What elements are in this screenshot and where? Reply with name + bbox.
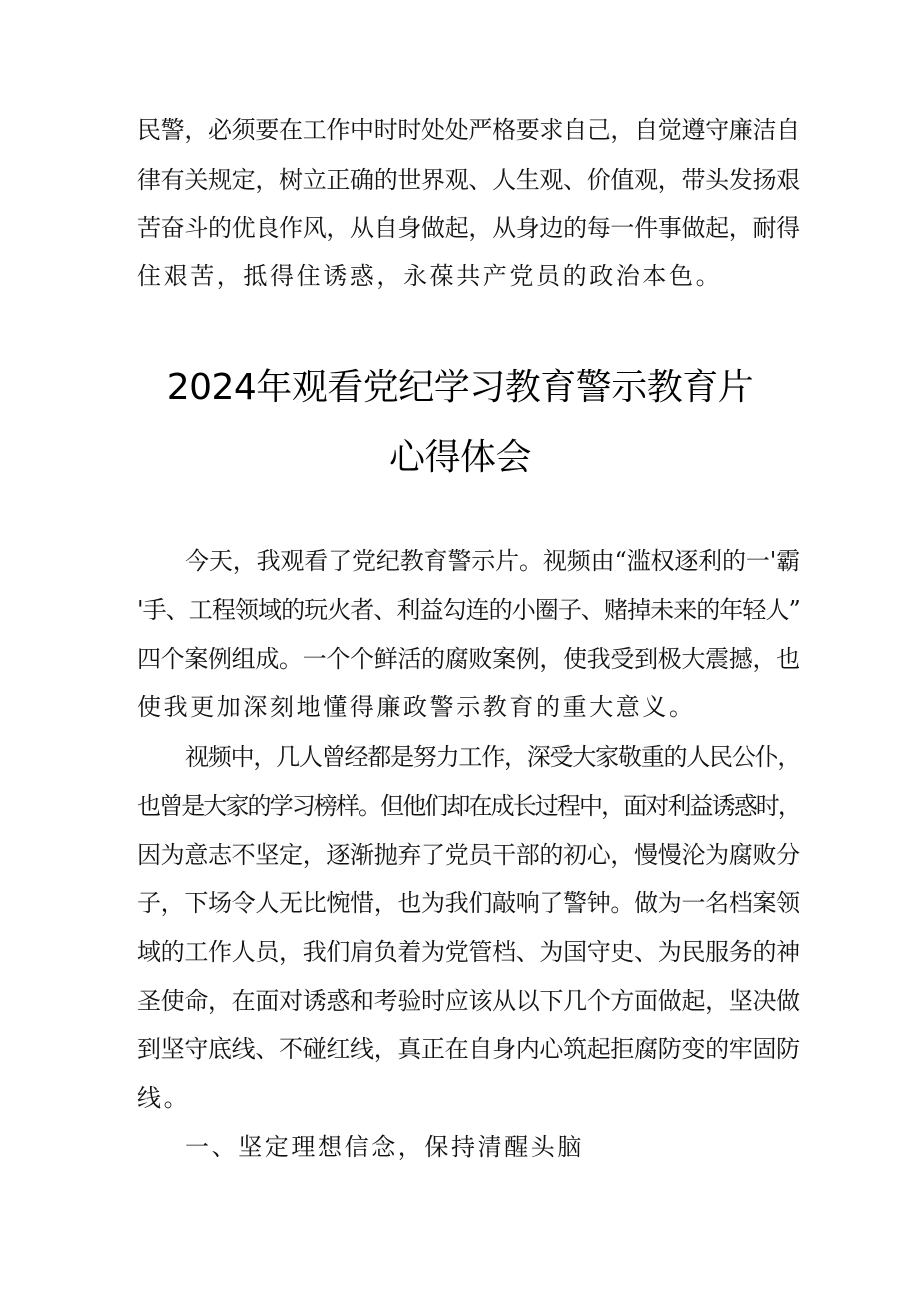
section-heading-1: 一、坚定理想信念，保持清醒头脑 bbox=[185, 1133, 584, 1161]
para2-line-2: 也曾是大家的学习榜样。但他们却在成长过程中，面对利益诱惑时， bbox=[137, 792, 800, 820]
para1-line-1: 今天，我观看了党纪教育警示片。视频由“滥权逐利的一'霸 bbox=[185, 547, 801, 575]
page-title-line-2: 心得体会 bbox=[388, 437, 531, 478]
intro-line-4: 住艰苦，抵得住诱惑，永葆共产党员的政治本色。 bbox=[137, 262, 723, 290]
para1-line-3: 四个案例组成。一个个鲜活的腐败案例，使我受到极大震撼，也 bbox=[137, 645, 800, 673]
para1-line-4: 使我更加深刻地懂得廉政警示教育的重大意义。 bbox=[137, 693, 696, 721]
para1-line-2: '手、工程领域的玩火者、利益勾连的小圈子、赌掉未来的年轻人” bbox=[137, 596, 800, 624]
intro-line-3: 苦奋斗的优良作风，从自身做起，从身边的每一件事做起，耐得 bbox=[137, 214, 800, 242]
para2-line-4: 子，下场令人无比惋惜，也为我们敲响了警钟。做为一名档案领 bbox=[137, 889, 800, 917]
para2-line-6: 圣使命，在面对诱惑和考验时应该从以下几个方面做起，坚决做 bbox=[137, 987, 800, 1015]
page-title-line-1: 2024年观看党纪学习教育警示教育片 bbox=[166, 367, 754, 408]
para2-line-7: 到坚守底线、不碰红线，真正在自身内心筑起拒腐防变的牢固防 bbox=[137, 1035, 800, 1063]
para2-line-8: 线。 bbox=[137, 1084, 191, 1112]
intro-line-1: 民警，必须要在工作中时时处处严格要求自己，自觉遵守廉洁自 bbox=[137, 116, 800, 144]
para2-line-3: 因为意志不坚定，逐渐抛弃了党员干部的初心，慢慢沦为腐败分 bbox=[137, 841, 800, 869]
para2-line-5: 域的工作人员，我们肩负着为党管档、为国守史、为民服务的神 bbox=[137, 938, 800, 966]
para2-line-1: 视频中，几人曾经都是努力工作，深受大家敬重的人民公仆， bbox=[185, 743, 801, 771]
intro-line-2: 律有关规定，树立正确的世界观、人生观、价值观，带头发扬艰 bbox=[137, 166, 800, 194]
